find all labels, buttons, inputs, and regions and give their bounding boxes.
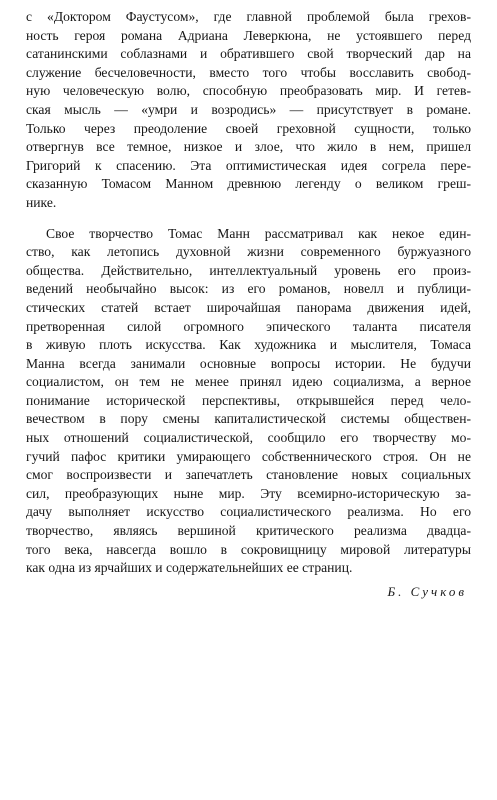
text-line: Только через преодоление своей греховной сущности, только <box>26 120 471 136</box>
text-line: понимание исторической перспективы, открывшейся перед чело- <box>26 392 471 408</box>
text-line: ство, как летопись духовной жизни современного буржуазного <box>26 244 471 260</box>
text-line: ную человеческую волю, способную преобразовать мир. И гетев- <box>26 83 471 99</box>
text-line: дачу выполняет искусство социалистического реализма. Но его <box>26 504 471 520</box>
text-line: с «Доктором Фаустусом», где главной проблемой была грехов- <box>26 9 471 24</box>
text-line: ведений необычайно высок: из его романов, новелл и публици- <box>26 281 471 297</box>
text-line: претворенная силой огромного эпического таланта писателя <box>26 318 471 334</box>
text-line: как одна из ярчайших и содержательнейших ее страниц. <box>26 560 353 576</box>
text-line: Григорий к спасению. Эта оптимистическая идея согрела пере- <box>26 157 471 173</box>
text-line: творчество, являясь вершиной критического реализма двадца- <box>26 523 471 539</box>
text-line: нике. <box>26 194 57 210</box>
text-line: того века, навсегда вошло в сокровищницу мировой литературы <box>26 541 471 557</box>
text-line: Манна всегда занимали основные вопросы истории. Не будучи <box>26 355 471 371</box>
paragraph-2 <box>26 225 471 578</box>
text-line: сказанную Томасом Манном древнюю легенду о великом греш- <box>26 176 471 192</box>
text-line: гучий пафос критики умирающего собственнического строя. Он не <box>26 448 471 464</box>
text-line: отвергнув все темное, низкое и злое, что жило в нем, пришел <box>26 139 471 155</box>
paragraph-1 <box>26 8 471 213</box>
text-line: ных отношений социалистической, сообщило его творчеству мо- <box>26 430 471 446</box>
text-line: ность героя романа Адриана Леверкюна, не устоявшего перед <box>26 27 471 43</box>
page-body <box>26 8 471 578</box>
text-line: стических статей встает широчайшая панорама движения идей, <box>26 299 471 315</box>
text-line: в живую плоть искусства. Как художника и мыслителя, Томаса <box>26 337 471 353</box>
text-line: сил, преобразующих ныне мир. Эту всемирно-историческую за- <box>26 485 471 501</box>
text-line: общества. Действительно, интеллектуальный уровень его произ- <box>26 262 471 278</box>
text-line: вечеством в пору смены капиталистической системы обществен- <box>26 411 471 427</box>
text-line: служение бесчеловечности, вместо того чтобы восславить свобод- <box>26 64 471 80</box>
author-signature: Б. Сучков <box>387 584 467 599</box>
text-line: Свое творчество Томас Манн рассматривал как некое един- <box>46 225 471 241</box>
paragraph-spacer <box>26 213 471 225</box>
text-line: смог воспроизвести и запечатлеть становление новых социальных <box>26 467 471 483</box>
text-line: сатанинскими соблазнами и обратившего свой творческий дар на <box>26 46 471 62</box>
text-line: социалистом, он тем не менее принял идею социализма, а верное <box>26 374 471 390</box>
text-line: ская мысль — «умри и возродись» — присутствует в романе. <box>26 101 471 117</box>
